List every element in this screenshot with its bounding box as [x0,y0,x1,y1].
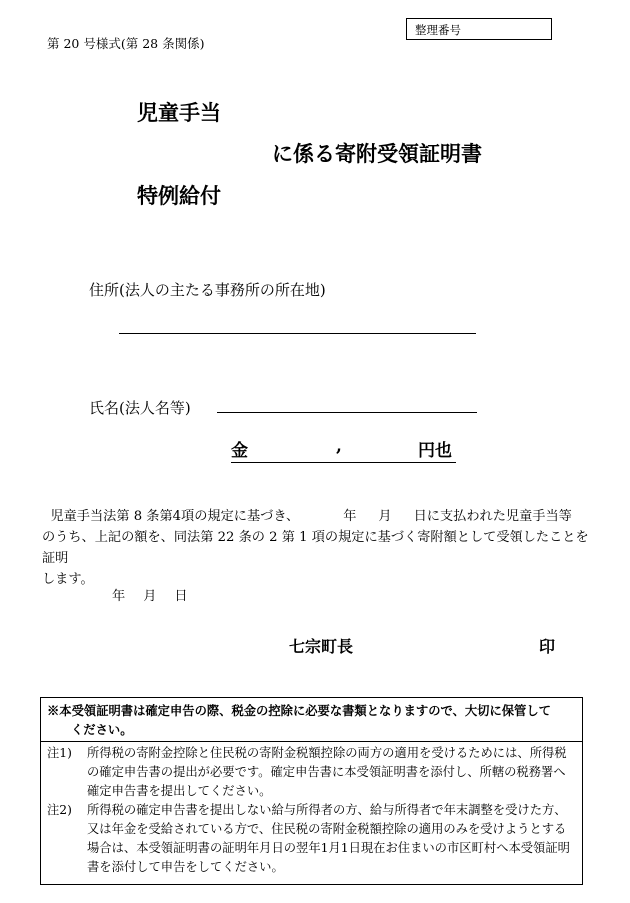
date-day: 日 [174,589,188,604]
name-field[interactable] [217,412,477,413]
body-line3: します。 [42,572,94,587]
notes-heading [41,698,582,742]
note-1-text: 所得税の寄附金控除と住民税の寄附金税額控除の両方の適用を受けるためには、所得税の確定申告書の提出が必要です。確定申告書に本受領証明書を添付し、所轄の税務署へ確定申告書を提出してください。 [87,746,567,798]
note-2-label: 注2) [47,803,72,817]
amount-field[interactable] [231,436,456,463]
notes-heading-line1: ※本受領証明書は確定申告の際、税金の控除に必要な書類となりますので、大切に保管して [47,703,551,718]
seiri-number-box[interactable] [406,18,552,40]
amount-suffix: 円也 [418,441,452,461]
title-line-child-allowance: 児童手当 [137,100,221,125]
note-2-text: 所得税の確定申告書を提出しない給与所得者の方、給与所得者で年末調整を受けた方、又は年金を受給されている方で、住民税の寄附金税額控除の適用のみを受けようとする場合は、本受領証明書の証明年月日の翌年1月1日現在お住まいの市区町村へ本受領証明書を添付して申告をしてください。 [87,803,570,874]
title-line-special-benefit: 特例給付 [137,183,221,208]
address-field[interactable] [119,333,476,334]
notes-heading-line2: ください。 [71,722,133,737]
amount-comma: , [336,436,342,456]
body-line1-a: 児童手当法第 8 条第4項の規定に基づき、 [50,509,300,524]
issue-date[interactable] [112,585,206,604]
note-2 [47,801,577,877]
date-year: 年 [112,589,126,604]
amount-prefix: 金 [231,441,248,461]
mayor-title: 七宗町長 [289,637,354,656]
certification-text [42,506,592,590]
date-month: 月 [143,589,157,604]
note-1-label: 注1) [47,746,72,760]
seal-mark: 印 [539,637,556,656]
body-year: 年 [343,509,357,524]
body-line1-b: 日に支払われた児童手当等 [413,509,572,524]
form-number: 第 20 号様式(第 28 条関係) [47,36,205,51]
seiri-number-label: 整理番号 [415,23,461,37]
note-1 [47,744,577,801]
notes-box [40,697,583,885]
name-label: 氏名(法人名等) [89,399,191,417]
body-line2: のうち、上記の額を、同法第 22 条の 2 第 1 項の規定に基づく寄附額として受領したことを証明 [42,530,589,566]
title-line-certificate: に係る寄附受領証明書 [272,141,482,166]
address-label: 住所(法人の主たる事務所の所在地) [89,281,326,299]
body-month: 月 [378,509,392,524]
